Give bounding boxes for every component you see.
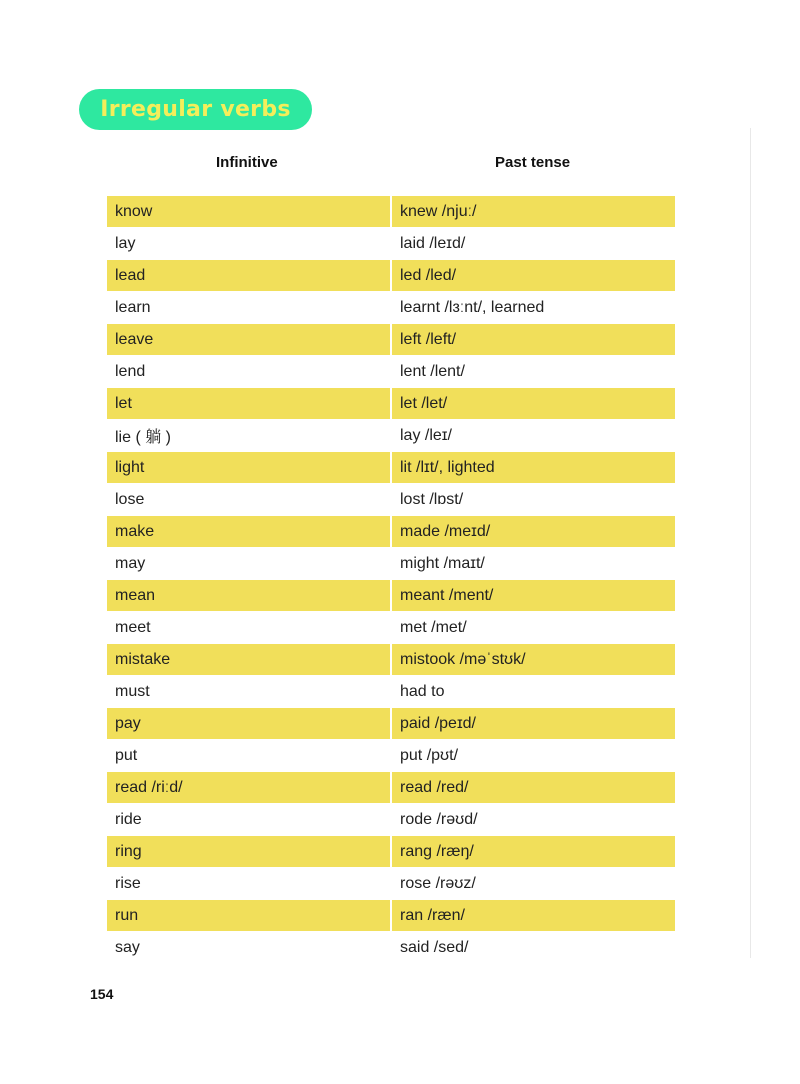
table-row: [107, 484, 675, 516]
infinitive-cell: mean: [107, 580, 390, 611]
table-row: [107, 516, 675, 548]
table-row: [107, 324, 675, 356]
infinitive-cell: must: [115, 682, 150, 700]
past-tense-cell: left /left/: [392, 324, 675, 355]
table-row: [107, 612, 675, 644]
table-row: [107, 836, 675, 868]
past-tense-cell: lit /lɪt/, lighted: [392, 452, 675, 483]
past-tense-cell: knew /njuː/: [392, 196, 675, 227]
table-row: [107, 452, 675, 484]
infinitive-cell: say: [115, 938, 140, 956]
table-row: [107, 676, 675, 708]
past-tense-cell: let /let/: [392, 388, 675, 419]
column-header-past-tense: Past tense: [495, 154, 571, 171]
table-row: [107, 772, 675, 804]
past-tense-cell: rang /ræŋ/: [392, 836, 675, 867]
page-number: 154: [90, 986, 114, 1002]
table-row: [107, 292, 675, 324]
past-tense-cell: paid /peɪd/: [392, 708, 675, 739]
infinitive-cell: lead: [107, 260, 390, 291]
past-tense-cell: rode /rəʊd/: [400, 810, 478, 828]
table-row: [107, 740, 675, 772]
table-row: [107, 644, 675, 676]
column-header-infinitive: Infinitive: [216, 154, 278, 171]
infinitive-cell: light: [107, 452, 390, 483]
table-row: [107, 868, 675, 900]
past-tense-cell: laid /leɪd/: [400, 234, 466, 252]
infinitive-cell: pay: [107, 708, 390, 739]
section-title: Irregular verbs: [100, 97, 291, 122]
past-tense-cell: lent /lent/: [400, 362, 465, 380]
past-tense-cell: mistook /məˈstʊk/: [392, 644, 675, 675]
past-tense-cell: rose /rəʊz/: [400, 874, 476, 892]
past-tense-cell: lost /lɒst/: [400, 490, 464, 508]
table-row: [107, 420, 675, 452]
infinitive-cell: lie ( 躺 ): [115, 429, 172, 446]
past-tense-cell: had to: [400, 682, 445, 700]
infinitive-cell: ring: [107, 836, 390, 867]
past-tense-cell: might /maɪt/: [400, 554, 485, 572]
infinitive-cell: make: [107, 516, 390, 547]
table-row: [107, 228, 675, 260]
table-row: [107, 196, 675, 228]
infinitive-cell: ride: [115, 810, 142, 828]
table-row: [107, 548, 675, 580]
verb-table: [107, 196, 675, 964]
infinitive-cell: lend: [115, 362, 146, 380]
infinitive-cell: rise: [115, 874, 141, 892]
table-row: [107, 260, 675, 292]
past-tense-cell: meant /ment/: [392, 580, 675, 611]
table-row: [107, 932, 675, 964]
table-row: [107, 708, 675, 740]
infinitive-cell: read /riːd/: [107, 772, 390, 803]
past-tense-cell: learnt /lɜːnt/, learned: [400, 298, 545, 316]
past-tense-cell: met /met/: [400, 618, 467, 636]
margin-rule: [750, 128, 751, 958]
table-row: [107, 804, 675, 836]
past-tense-cell: made /meɪd/: [392, 516, 675, 547]
infinitive-cell: mistake: [107, 644, 390, 675]
table-row: [107, 900, 675, 932]
past-tense-cell: led /led/: [392, 260, 675, 291]
table-row: [107, 580, 675, 612]
past-tense-cell: ran /ræn/: [392, 900, 675, 931]
past-tense-cell: read /red/: [392, 772, 675, 803]
infinitive-cell: know: [107, 196, 390, 227]
past-tense-cell: lay /leɪ/: [400, 426, 452, 444]
table-row: [107, 356, 675, 388]
infinitive-cell: leave: [107, 324, 390, 355]
infinitive-cell: meet: [115, 618, 151, 636]
infinitive-cell: let: [107, 388, 390, 419]
table-row: [107, 388, 675, 420]
infinitive-cell: may: [115, 554, 146, 572]
section-title-badge: [79, 89, 312, 130]
infinitive-cell: run: [107, 900, 390, 931]
infinitive-cell: put: [115, 746, 138, 764]
infinitive-cell: learn: [115, 298, 151, 316]
infinitive-cell: lay: [115, 234, 136, 252]
infinitive-cell: lose: [115, 490, 145, 508]
past-tense-cell: said /sed/: [400, 938, 469, 956]
past-tense-cell: put /pʊt/: [400, 746, 459, 764]
